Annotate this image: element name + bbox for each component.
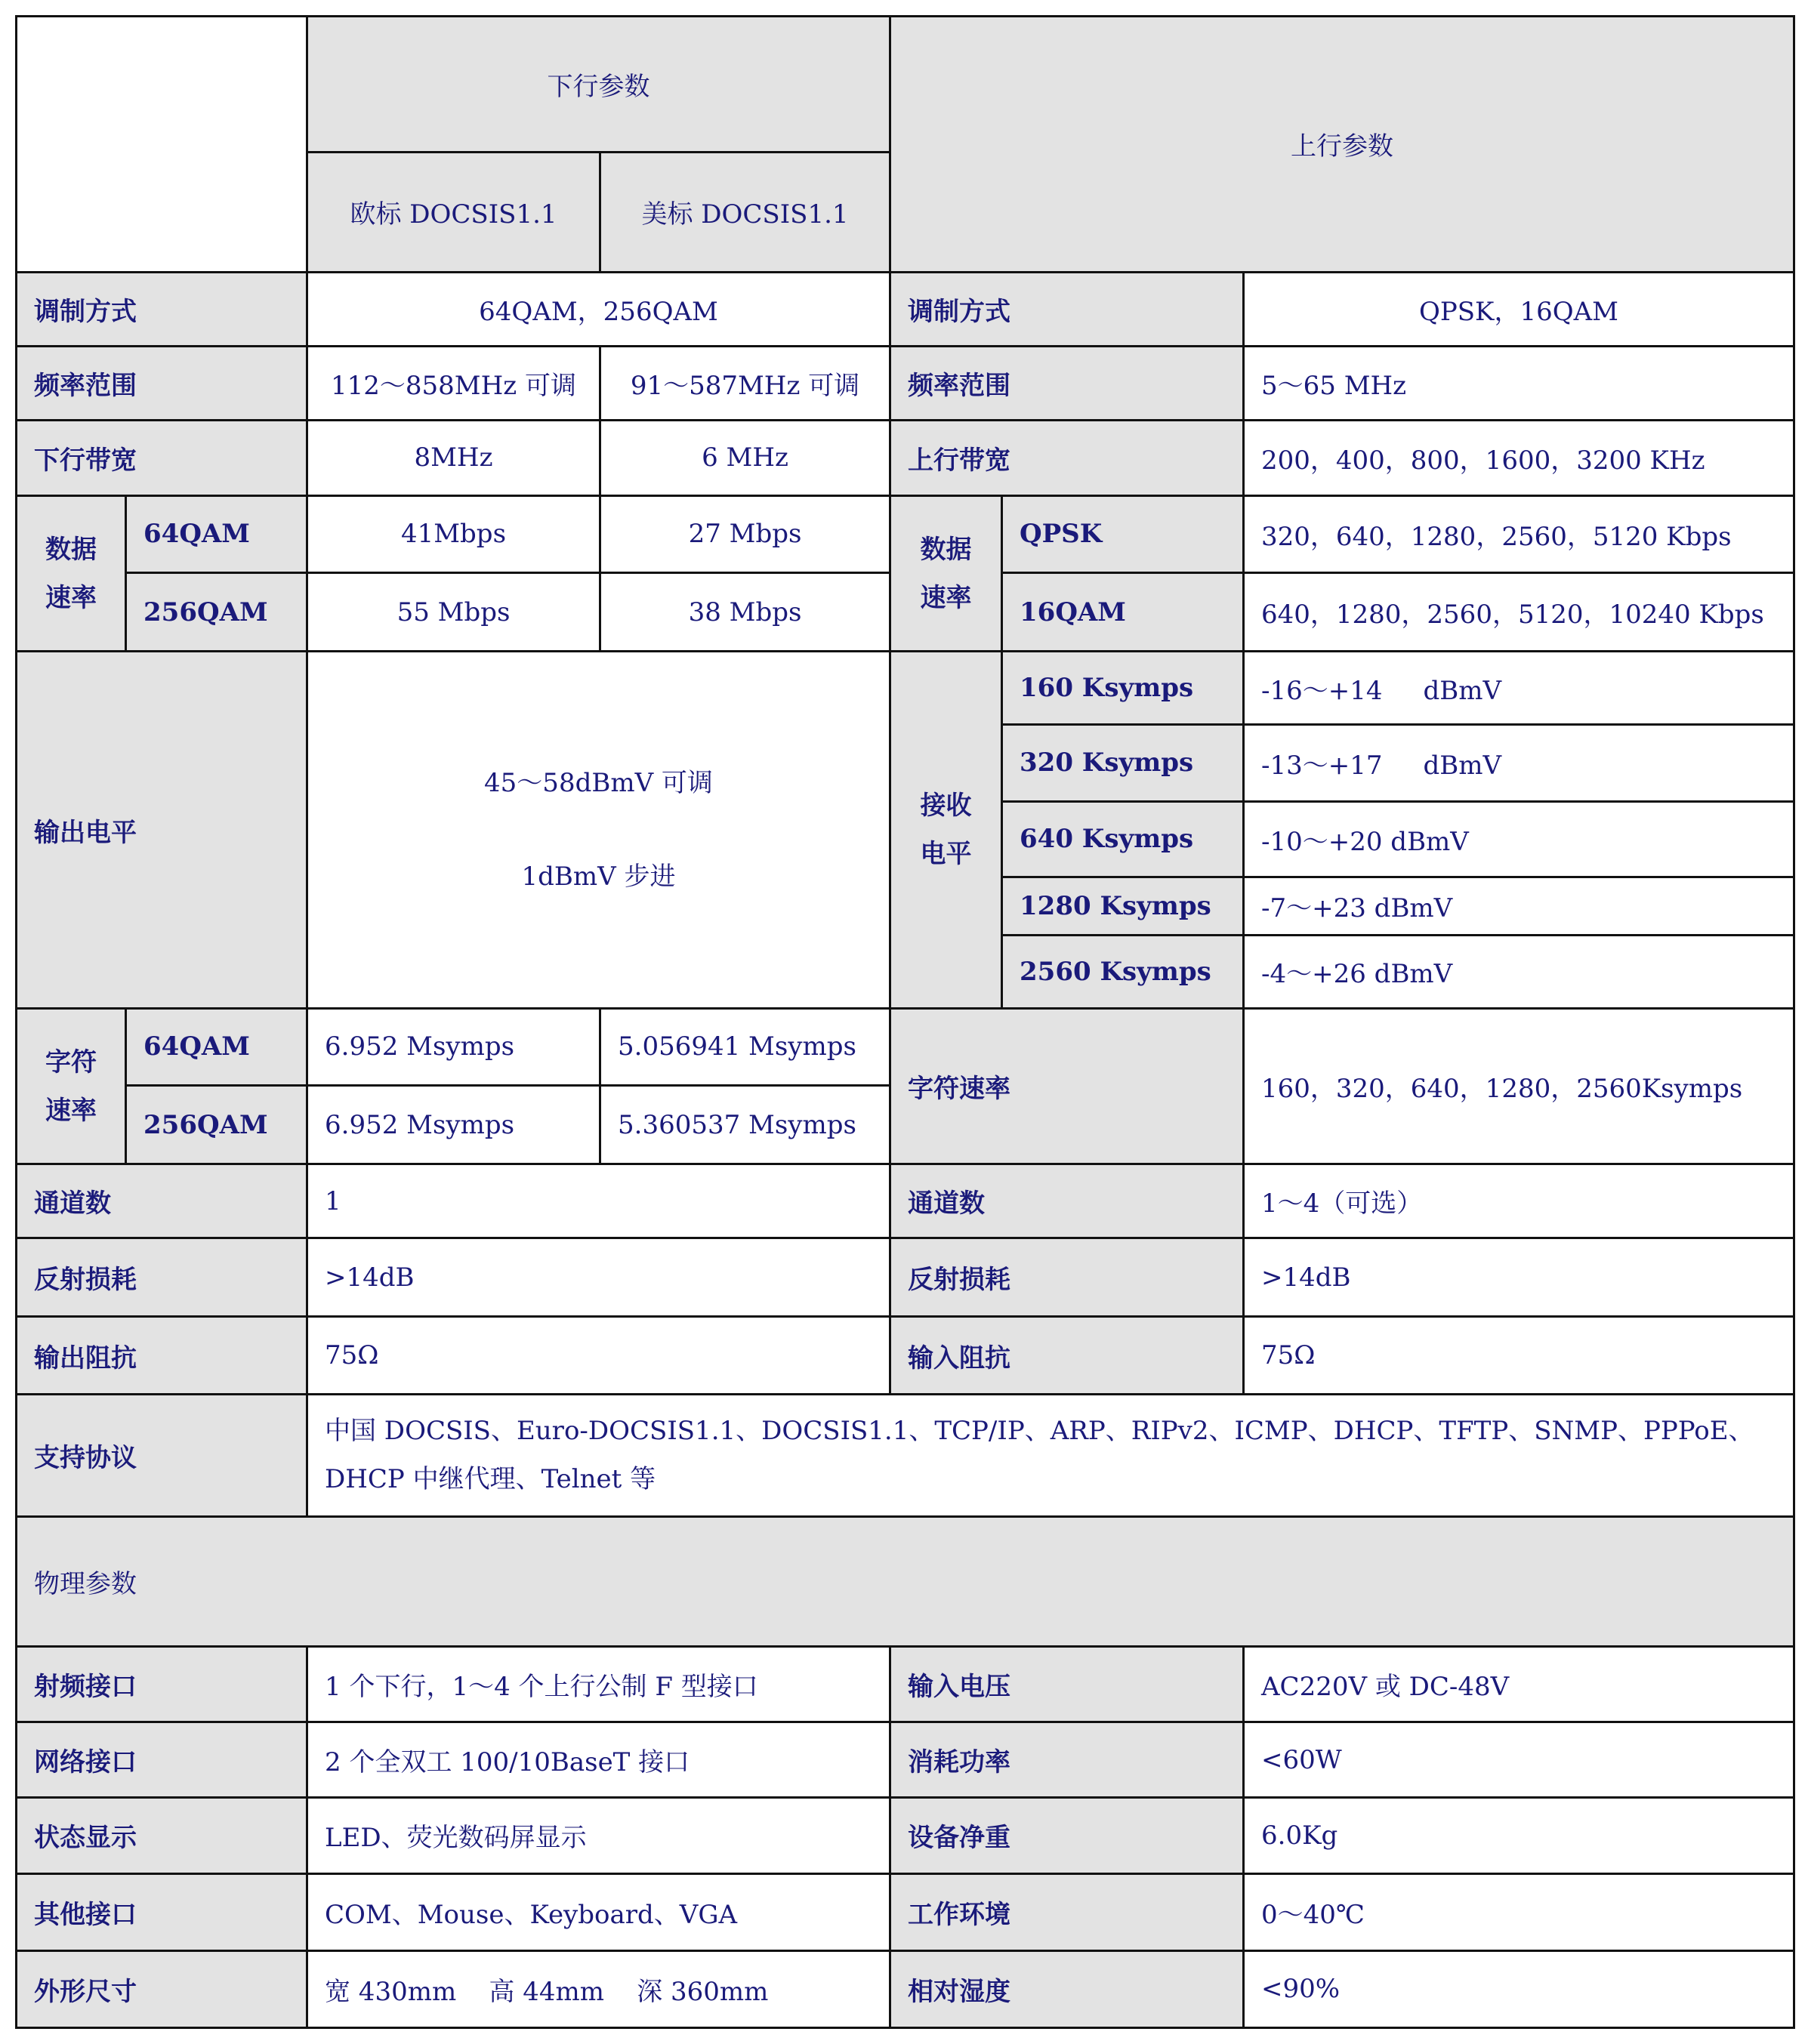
receive-value-2560: -4～+26 dBmV xyxy=(1244,935,1794,1008)
dimensions-label: 外形尺寸 xyxy=(17,1950,307,2027)
upstream-channels-value: 1～4（可选） xyxy=(1244,1164,1794,1238)
operating-environment-value: 0～40℃ xyxy=(1244,1873,1794,1950)
symbol-rate-label-line1: 字符 xyxy=(45,1047,97,1077)
operating-environment-label: 工作环境 xyxy=(890,1873,1244,1950)
frequency-label: 频率范围 xyxy=(17,346,307,420)
upstream-bandwidth-value: 200，400，800，1600，3200 KHz xyxy=(1244,420,1794,495)
upstream-bandwidth-label: 上行带宽 xyxy=(890,420,1244,495)
modulation-label: 调制方式 xyxy=(17,272,307,346)
upstream-symbol-rate-label: 字符速率 xyxy=(890,1008,1244,1164)
relative-humidity-value: <90% xyxy=(1244,1950,1794,2027)
downstream-bandwidth-label: 下行带宽 xyxy=(17,420,307,495)
euro-frequency-value: 112～858MHz 可调 xyxy=(307,346,600,420)
net-weight-label: 设备净重 xyxy=(890,1798,1244,1873)
input-voltage-value: AC220V 或 DC-48V xyxy=(1244,1647,1794,1722)
euro-standard-header: 欧标 DOCSIS1.1 xyxy=(307,153,600,272)
receive-value-320: -13～+17 dBmV xyxy=(1244,725,1794,801)
receive-rate-320: 320 Ksymps xyxy=(1002,725,1244,801)
upstream-data-rate-label-line2: 速率 xyxy=(920,582,972,613)
input-voltage-label: 输入电压 xyxy=(890,1647,1244,1722)
receive-value-160: -16～+14 dBmV xyxy=(1244,652,1794,725)
power-consumption-value: <60W xyxy=(1244,1722,1794,1798)
input-impedance-value: 75Ω xyxy=(1244,1317,1794,1394)
upstream-data-rate-mod-16qam: 16QAM xyxy=(1002,573,1244,652)
upstream-return-loss-label: 反射损耗 xyxy=(890,1238,1244,1317)
upstream-return-loss-value: >14dB xyxy=(1244,1238,1794,1317)
upstream-data-rate-label xyxy=(890,495,1002,651)
receive-level-label-line1: 接收 xyxy=(920,791,972,822)
status-display-label: 状态显示 xyxy=(17,1798,307,1873)
us-standard-header: 美标 DOCSIS1.1 xyxy=(600,153,890,272)
us-data-rate-64qam: 27 Mbps xyxy=(600,495,890,572)
us-symbol-rate-64qam: 5.056941 Msymps xyxy=(600,1008,890,1085)
upstream-header: 上行参数 xyxy=(890,17,1794,273)
data-rate-label-line1: 数据 xyxy=(45,534,97,565)
upstream-modulation-value: QPSK，16QAM xyxy=(1244,272,1794,346)
output-level-value xyxy=(307,652,890,1009)
data-rate-mod-256qam: 256QAM xyxy=(126,573,307,652)
receive-rate-1280: 1280 Ksymps xyxy=(1002,877,1244,935)
us-frequency-value: 91～587MHz 可调 xyxy=(600,346,890,420)
rf-interface-value: 1 个下行，1～4 个上行公制 F 型接口 xyxy=(307,1647,890,1722)
net-weight-value: 6.0Kg xyxy=(1244,1798,1794,1873)
protocols-value: 中国 DOCSIS、Euro-DOCSIS1.1、DOCSIS1.1、TCP/IP、ARP、RIPv2、ICMP、DHCP、TFTP、SNMP、PPPoE、DHCP 中继代理、Telnet 等 xyxy=(307,1394,1794,1516)
upstream-data-rate-label-line1: 数据 xyxy=(920,534,972,565)
euro-data-rate-256qam: 55 Mbps xyxy=(307,573,600,652)
output-level-line2: 1dBmV 步进 xyxy=(521,862,676,893)
symbol-rate-label-line2: 速率 xyxy=(45,1095,97,1126)
upstream-frequency-label: 频率范围 xyxy=(890,346,1244,420)
other-interfaces-label: 其他接口 xyxy=(17,1873,307,1950)
data-rate-label xyxy=(17,495,126,651)
receive-value-640: -10～+20 dBmV xyxy=(1244,801,1794,877)
downstream-channels-value: 1 xyxy=(307,1164,890,1238)
downstream-header: 下行参数 xyxy=(307,17,890,153)
symbol-rate-mod-256qam: 256QAM xyxy=(126,1086,307,1164)
power-consumption-label: 消耗功率 xyxy=(890,1722,1244,1798)
data-rate-mod-64qam: 64QAM xyxy=(126,495,307,572)
us-bandwidth-value: 6 MHz xyxy=(600,420,890,495)
spec-table xyxy=(15,15,1795,2029)
receive-rate-160: 160 Ksymps xyxy=(1002,652,1244,725)
physical-section-title: 物理参数 xyxy=(17,1516,1794,1646)
status-display-value: LED、荧光数码屏显示 xyxy=(307,1798,890,1873)
us-data-rate-256qam: 38 Mbps xyxy=(600,573,890,652)
upstream-data-rate-16qam-value: 640，1280，2560，5120，10240 Kbps xyxy=(1244,573,1794,652)
euro-symbol-rate-64qam: 6.952 Msymps xyxy=(307,1008,600,1085)
us-symbol-rate-256qam: 5.360537 Msymps xyxy=(600,1086,890,1164)
receive-value-1280: -7～+23 dBmV xyxy=(1244,877,1794,935)
corner-cell xyxy=(17,17,307,273)
output-impedance-value: 75Ω xyxy=(307,1317,890,1394)
receive-level-label xyxy=(890,652,1002,1009)
channels-label: 通道数 xyxy=(17,1164,307,1238)
downstream-return-loss-value: >14dB xyxy=(307,1238,890,1317)
symbol-rate-label xyxy=(17,1008,126,1164)
output-level-line1: 45～58dBmV 可调 xyxy=(484,768,713,799)
receive-rate-640: 640 Ksymps xyxy=(1002,801,1244,877)
protocols-label: 支持协议 xyxy=(17,1394,307,1516)
euro-data-rate-64qam: 41Mbps xyxy=(307,495,600,572)
symbol-rate-mod-64qam: 64QAM xyxy=(126,1008,307,1085)
upstream-data-rate-mod-qpsk: QPSK xyxy=(1002,495,1244,572)
input-impedance-label: 输入阻抗 xyxy=(890,1317,1244,1394)
rf-interface-label: 射频接口 xyxy=(17,1647,307,1722)
return-loss-label: 反射损耗 xyxy=(17,1238,307,1317)
receive-level-label-line2: 电平 xyxy=(920,839,972,870)
output-impedance-label: 输出阻抗 xyxy=(17,1317,307,1394)
upstream-modulation-label: 调制方式 xyxy=(890,272,1244,346)
downstream-modulation-value: 64QAM，256QAM xyxy=(307,272,890,346)
other-interfaces-value: COM、Mouse、Keyboard、VGA xyxy=(307,1873,890,1950)
euro-symbol-rate-256qam: 6.952 Msymps xyxy=(307,1086,600,1164)
network-interface-label: 网络接口 xyxy=(17,1722,307,1798)
output-level-label: 输出电平 xyxy=(17,652,307,1009)
euro-bandwidth-value: 8MHz xyxy=(307,420,600,495)
upstream-frequency-value: 5～65 MHz xyxy=(1244,346,1794,420)
receive-rate-2560: 2560 Ksymps xyxy=(1002,935,1244,1008)
network-interface-value: 2 个全双工 100/10BaseT 接口 xyxy=(307,1722,890,1798)
relative-humidity-label: 相对湿度 xyxy=(890,1950,1244,2027)
dimensions-value: 宽 430mm 高 44mm 深 360mm xyxy=(307,1950,890,2027)
upstream-symbol-rate-value: 160，320，640，1280，2560Ksymps xyxy=(1244,1008,1794,1164)
data-rate-label-line2: 速率 xyxy=(45,582,97,613)
upstream-channels-label: 通道数 xyxy=(890,1164,1244,1238)
upstream-data-rate-qpsk-value: 320，640，1280，2560，5120 Kbps xyxy=(1244,495,1794,572)
